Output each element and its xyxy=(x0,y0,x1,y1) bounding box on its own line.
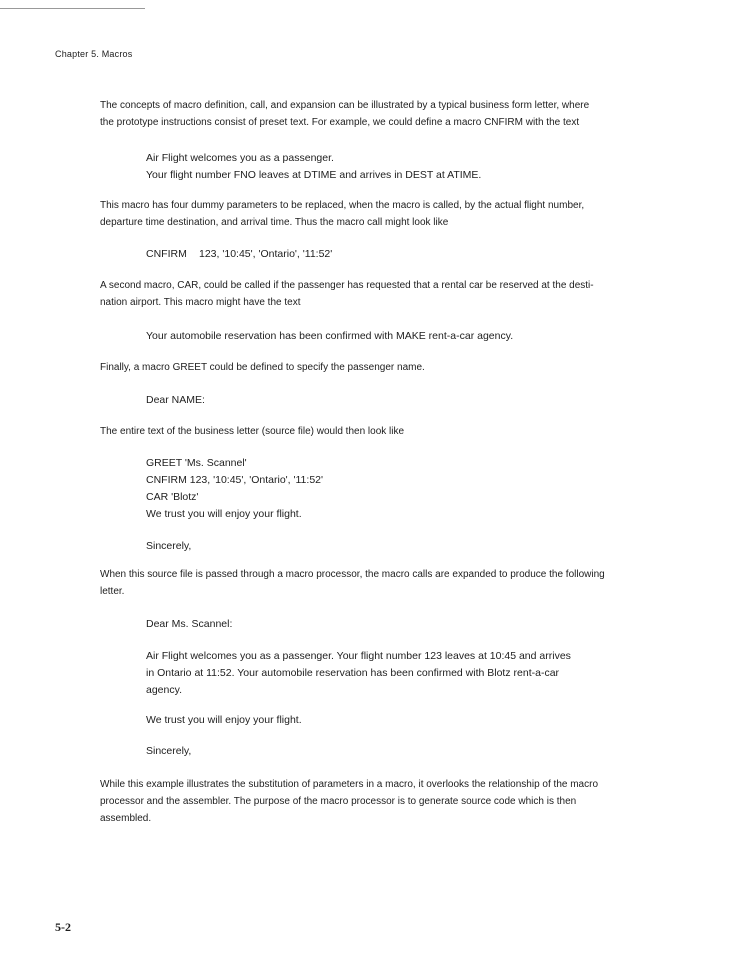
paragraph-conclusion xyxy=(100,776,690,827)
text-line: The concepts of macro definition, call, and expansion can be illustrated by a typical business form letter, where xyxy=(100,100,590,111)
text-line: processor and the assembler. The purpose of the macro processor is to generate source code which is then xyxy=(100,796,577,807)
letter-body xyxy=(146,648,571,699)
letter-closing: Sincerely, xyxy=(146,745,192,757)
text-line: nation airport. This macro might have the text xyxy=(100,297,301,308)
text-line: When this source file is passed through a macro processor, the macro calls are expanded to produce the following xyxy=(100,569,605,580)
paragraph-greet-macro: Finally, a macro GREET could be defined to specify the passenger name. xyxy=(100,362,425,373)
macro-call-example xyxy=(146,246,332,263)
page-number: 5-2 xyxy=(55,920,71,934)
text-line: in Ontario at 11:52. Your automobile reservation has been confirmed with Blotz rent-a-car xyxy=(146,667,560,679)
source-line: We trust you will enjoy your flight. xyxy=(146,508,302,520)
text-line: A second macro, CAR, could be called if the passenger has requested that a rental car be reserved at the desti- xyxy=(100,280,594,291)
paragraph-intro xyxy=(100,97,690,131)
source-line: GREET 'Ms. Scannel' xyxy=(146,457,247,469)
text-line: Your flight number FNO leaves at DTIME and arrives in DEST at ATIME. xyxy=(146,169,482,181)
text-line: This macro has four dummy parameters to be replaced, when the macro is called, by the actual flight number, xyxy=(100,200,585,211)
text-line: Air Flight welcomes you as a passenger. Your flight number 123 leaves at 10:45 and arrives xyxy=(146,650,571,662)
source-line: CAR 'Blotz' xyxy=(146,491,199,503)
source-closing: Sincerely, xyxy=(146,540,192,552)
macro-name: CNFIRM xyxy=(146,248,187,260)
source-file-listing xyxy=(146,455,323,523)
paragraph-car-macro xyxy=(100,277,690,311)
text-line: assembled. xyxy=(100,813,152,824)
text-line: the prototype instructions consist of preset text. For example, we could define a macro CNFIRM with the text xyxy=(100,117,580,128)
text-line: departure time destination, and arrival time. Thus the macro call might look like xyxy=(100,217,449,228)
letter-salutation: Dear Ms. Scannel: xyxy=(146,618,233,630)
paragraph-expansion xyxy=(100,566,690,600)
text-line: Air Flight welcomes you as a passenger. xyxy=(146,152,334,164)
text-line: agency. xyxy=(146,684,182,696)
greet-macro-text: Dear NAME: xyxy=(146,394,205,406)
source-line: CNFIRM 123, '10:45', 'Ontario', '11:52' xyxy=(146,474,323,486)
top-rule xyxy=(0,8,145,9)
paragraph-dummy-parameters xyxy=(100,197,690,231)
macro-args: 123, '10:45', 'Ontario', '11:52' xyxy=(199,248,333,260)
running-header: Chapter 5. Macros xyxy=(55,49,133,59)
letter-trust: We trust you will enjoy your flight. xyxy=(146,714,302,726)
paragraph-source-file: The entire text of the business letter (source file) would then look like xyxy=(100,426,405,437)
car-macro-text: Your automobile reservation has been confirmed with MAKE rent-a-car agency. xyxy=(146,330,514,342)
text-line: While this example illustrates the substitution of parameters in a macro, it overlooks the relationship of the macro xyxy=(100,779,599,790)
cnfirm-macro-text xyxy=(146,150,481,184)
text-line: letter. xyxy=(100,586,125,597)
